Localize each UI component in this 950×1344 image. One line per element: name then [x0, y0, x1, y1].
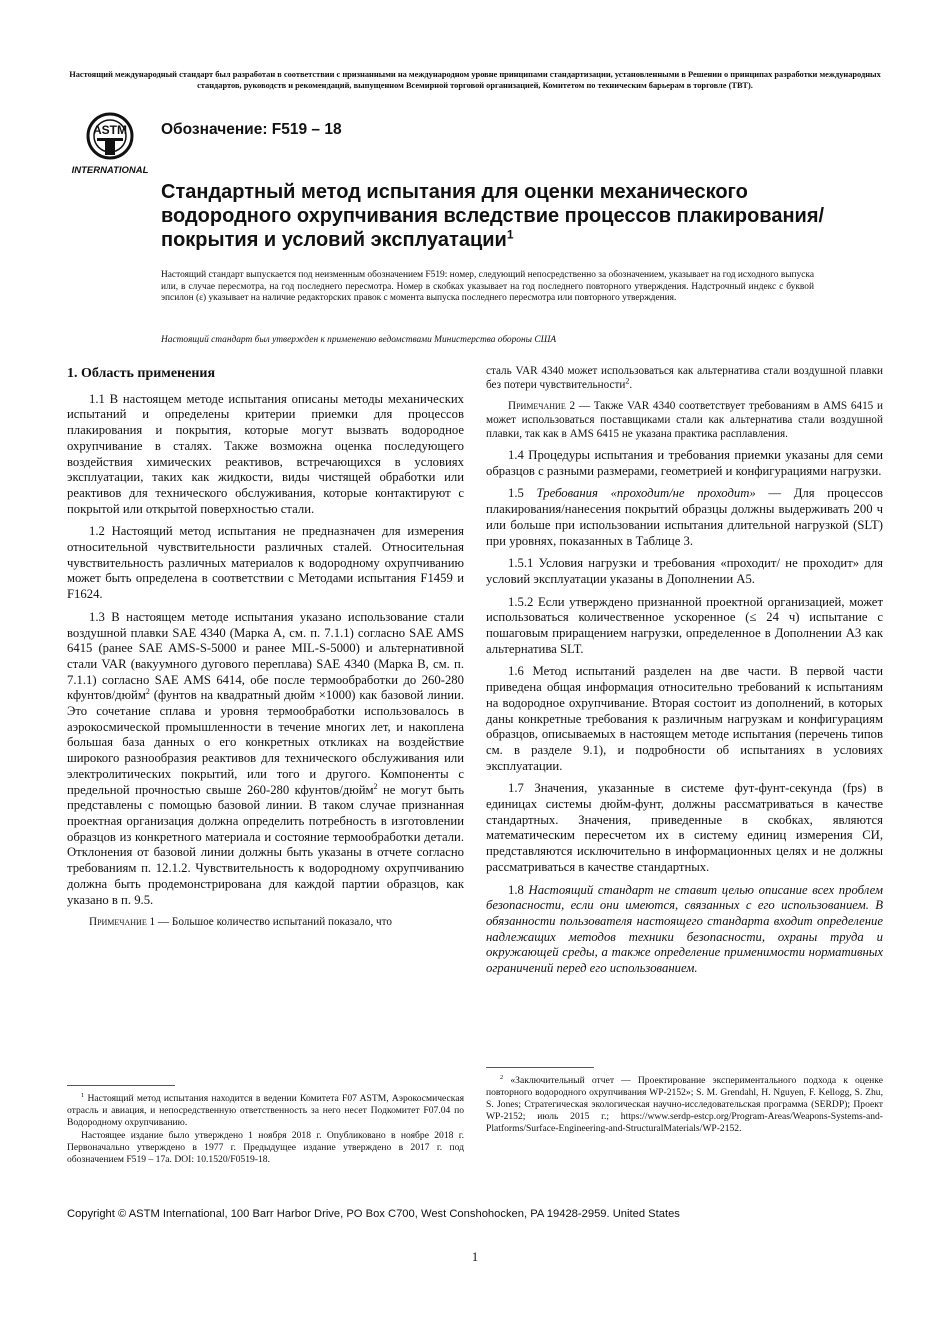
p18-lead: 1.8 [508, 882, 529, 897]
footnote-rule-right [486, 1067, 594, 1068]
paragraph-1-8 [486, 883, 883, 977]
paragraph-1-2: 1.2 Настоящий метод испытания не предназначен для измерения относительной чувствительности различных сталей. Относительная чувствительность различных материалов к водородному охрупчиванию может быть определена в соответствии с Методами испытания F1459 и F1624. [67, 524, 464, 602]
note-1-continued [486, 364, 883, 392]
p13-part-b: (фунтов на квадратный дюйм ×1000) как базовой линии. Это сочетание сплава и уровня термообработки использовалось в аэрокосмической промышленности в течение многих лет, и накоплена большая база данных о его конкретных откликах на воздействие широкого разнообразия реактивов для технического обслуживания или электролитических покрытий, или того и другого. Компоненты с предельной прочностью свыше 260-280 кфунтов/дюйм [67, 688, 464, 797]
logo-text: INTERNATIONAL [71, 165, 149, 176]
issuance-note: Настоящий стандарт выпускается под неизменным обозначением F519: номер, следующий непосредственно за обозначением, указывает на год исходного выпуска или, в случае пересмотра, на год последнего пересмотра. Номер в скобках указывает на год последнего повторного утверждения. Надстрочный индекс с буквой эпсилон (ε) указывает на наличие редакторских правок с момента выпуска последнего пересмотра или повторного утверждения. [161, 270, 814, 303]
paragraph-1-5-1: 1.5.1 Условия нагрузки и требования «проходит/ не проходит» для условий эксплуатации указаны в Дополнении A5. [486, 556, 883, 586]
p13-part-c: не могут быть представлены с помощью базовой линии. В таком случае признанная проектная организация должна определить потребность в изготовлении образцов из конкретного материала и состояние термообработки детали. Отклонения от базовой линии должны быть указаны в отчете согласно требованиям п. 12.1.2. Чувствительность к водородному охрупчиванию должна быть продемонстрирована для каждой партии образцов, как указано в п. 9.5. [67, 782, 465, 907]
p15-lead: 1.5 [508, 486, 537, 501]
note-1-text: — Большое количество испытаний показало, что [155, 916, 393, 929]
footnote-2 [486, 1075, 883, 1136]
sup-2b: 2 [373, 781, 378, 791]
note-2 [486, 399, 883, 441]
copyright-line: Copyright © ASTM International, 100 Barr Harbor Drive, PO Box C700, West Conshohocken, PA 19428-2959. United States [67, 1208, 680, 1220]
paragraph-1-4: 1.4 Процедуры испытания и требования приемки указаны для семи образцов с разными размерами, геометрией и конфигурациями нагрузки. [486, 448, 883, 478]
paragraph-1-5 [486, 486, 883, 549]
note-1 [67, 915, 464, 929]
note-1-label: Примечание 1 [89, 916, 156, 929]
footnote-1 [67, 1093, 464, 1167]
paragraph-1-6: 1.6 Метод испытаний разделен на две части. В первой части приведена общая информация относительно требований к испытаниям на водородное охрупчивание. Вторая состоит из дополнений, в которых даны конкретные требования к различным нагрузкам и конфигурациям образцов, описываемых в настоящем методе испытания (перечень типов см. в разделе 9.1), и подробности об испытаниях в условиях эксплуатации. [486, 664, 883, 773]
dod-approval-note: Настоящий стандарт был утвержден к применению ведомствами Министерства обороны США [161, 335, 557, 345]
footnote-1-a [67, 1093, 464, 1129]
footnote-2-text [486, 1075, 883, 1135]
p18-italic: Настоящий стандарт не ставит целью описание всех проблем безопасности, если они имеются, связанных с его использованием. В обязанности пользователя настоящего стандарта входит определение надлежащих методов техники безопасности, охраны труда и окружающей среды, а также определение применимости нормативных ограничений перед его использованием. [486, 882, 883, 976]
fn1-a-text: Настоящий метод испытания находится в ведении Комитета F07 ASTM, Аэрокосмическая отрасль и авиация, и непосредственную ответственность за него несет Подкомитет F07.04 по Водородному охрупчиванию. [67, 1093, 464, 1128]
note-1-cont-text: сталь VAR 4340 может использоваться как альтернатива стали воздушной плавки без потери чувствительности [486, 365, 883, 391]
note-1-sup: 2 [625, 376, 630, 386]
document-title [161, 180, 861, 252]
p15-italic: Требования «проходит/не проходит» [536, 486, 756, 501]
astm-logo-icon [67, 108, 153, 178]
title-footnote-ref: 1 [506, 227, 514, 242]
title-text: Стандартный метод испытания для оценки механического водородного охрупчивания вследствие процессов плакирования/покрытия и условий эксплуатации [161, 181, 825, 251]
fn1-number: 1 [81, 1091, 85, 1099]
designation: Обозначение: F519 – 18 [161, 121, 342, 138]
note-2-text: — Также VAR 4340 соответствует требованиям в AMS 6415 и может использоваться поставщиками стали как альтернатива стали воздушной плавки, так как в AMS 6415 не указана практика расплавления. [486, 400, 883, 440]
sup-2a: 2 [145, 687, 150, 697]
note-2-label: Примечание 2 [508, 400, 576, 412]
left-column [67, 366, 464, 936]
fn2-number: 2 [500, 1073, 504, 1081]
paragraph-1-5-2: 1.5.2 Если утверждено признанной проектной организацией, может использоваться количественное ускоренное (≤ 24 ч) испытание с пошаговым приращением нагрузки, определенное в Дополнении A3 как альтернатива SLT. [486, 594, 883, 656]
international-standard-notice: Настоящий международный стандарт был разработан в соответствии с признанными на международном уровне принципами стандартизации, установленными в Решении о принципах разработки международных стандартов, руководств и рекомендаций, выпущенном Всемирной торговой организацией, Комитетом по техническим барьерам в торговле (ТВТ). [69, 70, 881, 90]
page-number: 1 [471, 1250, 479, 1264]
logo-letters: ASTM [93, 123, 127, 137]
paragraph-1-7: 1.7 Значения, указанные в системе фут-фунт-секунда (fps) в единицах системы дюйм-фунт, должны рассматриваться в качестве стандартных. Значения, приведенные в скобках, являются математическим пересчетом их в систему единиц измерения СИ, представляются исключительно в информационных целях и не должны рассматриваться в качестве стандартных. [486, 781, 883, 874]
note-1-end: . [629, 379, 633, 391]
footnote-1-b: Настоящее издание было утверждено 1 ноября 2018 г. Опубликовано в ноябре 2018 г. Первоначально утверждено в 1977 г. Предыдущее издание утверждено в 2017 г. под обозначением F519 – 17a. DOI: 10.1520/F0519-18. [67, 1130, 464, 1165]
paragraph-1-3 [67, 610, 464, 908]
paragraph-1-1: 1.1 В настоящем методе испытания описаны методы механических испытаний и определены критерии приемки для процессов плакирования и покрытия, которые могут вызвать водородное охрупчивание в сталях. Также возможна оценка последующего воздействия химических реактивов, встречающихся в условиях эксплуатации, таких как жидкости, виды чистящей обработки или реактивов для технического обслуживания, которые контактируют с покрытой или открытой поверхностью стали. [67, 391, 464, 516]
footnote-rule-left [67, 1085, 175, 1086]
p15-rest: — Для процессов плакирования/нанесения покрытий образцы должны выдерживать 200 ч или больше при использовании испытания длительной нагрузкой (SLT) при уровнях, показанных в Таблице 3. [486, 486, 884, 548]
right-column [486, 364, 883, 984]
p13-part-a: 1.3 В настоящем методе испытания указано использование стали воздушной плавки SAE 4340 (Марка A, см. п. 7.1.1) согласно SAE AMS 6415 (ранее SAE AMS-S-5000 и ранее MIL-S-5000) и альтернативной стали VAR (вакуумного дугового переплава) SAE 4340 (Марка B, см. п. 7.1.1) согласно SAE AMS 6414, обе после термообработки до 260-280 кфунтов/дюйм [67, 609, 464, 703]
astm-logo [67, 108, 153, 178]
section-heading: 1. Область применения [67, 366, 216, 381]
fn2-body: «Заключительный отчет — Проектирование экспериментального подхода к оценке повторного водородного охрупчивания WP-2152»; S. M. Grendahl, H. Nguyen, F. Kellogg, S. Zhu, S. Jones; Стратегическая экологическая научно-исследовательская программа (SERDP); Проект WP-2152; июль 2015 г.; https://www.serdp-estcp.org/Program-Areas/Weapons-Systems-and-Platforms/Surface-Engineering-and-StructuralMaterials/WP-2152. [486, 1075, 883, 1134]
